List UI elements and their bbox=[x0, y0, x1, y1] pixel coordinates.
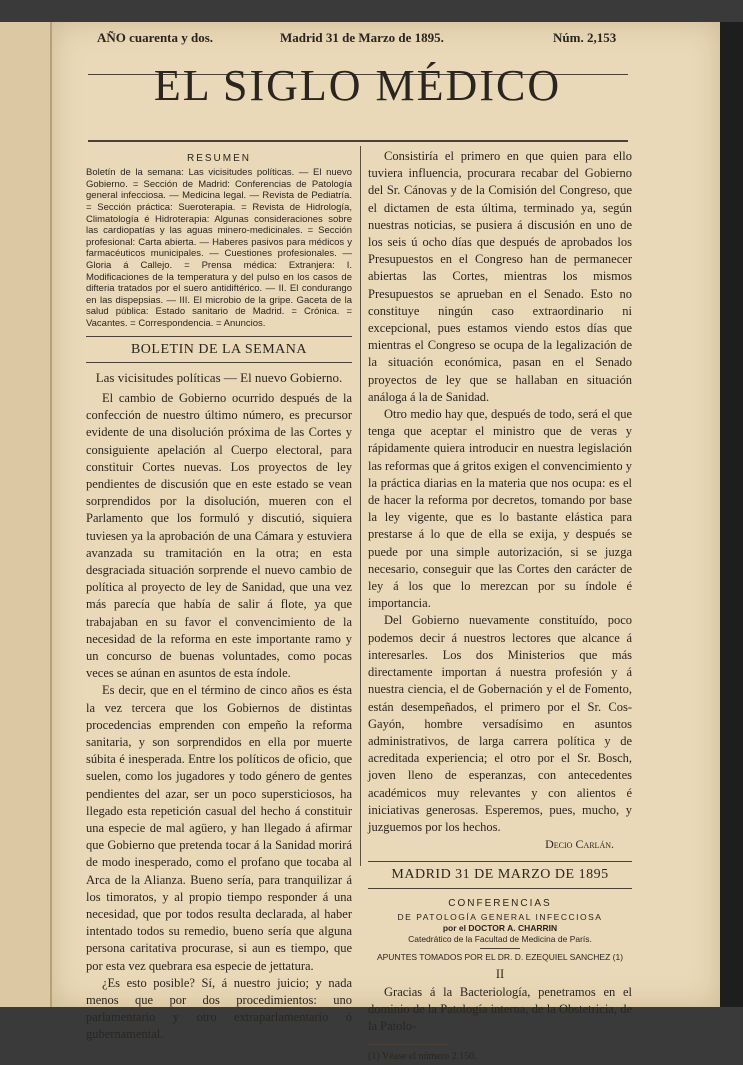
conferencias-author: por el DOCTOR A. CHARRIN bbox=[442, 922, 558, 933]
boletin-subheading: Las vicisitudes políticas — El nuevo Gobierno. bbox=[95, 369, 343, 385]
right-paragraph-2: Otro medio hay que, después de todo, será el que tenga que aceptar el ministro que de veras y rápidamente quiera introducir en nuestra legislación las reformas que á gritos exigen el convencimiento y la práctica diarias en la materia que nos ocupa: es el de hacer la reforma por decretos, tomando por base la ley vigente, que es lo bastante elástica para prestarse á lo que de ella se exija, y después se puede por una simple autorización, si se juzga necesario, conseguir que las Cortes den carácter de ley á los que lo merezcan por su índole é importancia. bbox=[368, 407, 632, 611]
boletin-paragraph-3: ¿Es esto posible? Sí, á nuestro juicio; y nada menos que por dos procedimientos: uno parlamentario y otro extraparlamentario ó gubernamental. bbox=[86, 975, 352, 1042]
binding-spine bbox=[718, 22, 743, 1007]
masthead-rule bbox=[88, 140, 628, 142]
footnote-rule bbox=[368, 1044, 448, 1045]
header-year: AÑO cuarenta y dos. bbox=[97, 30, 214, 45]
resumen-rule bbox=[86, 336, 352, 337]
boletin-rule bbox=[86, 362, 352, 363]
right-paragraph-3: Del Gobierno nuevamente constituído, poco podemos decir á nuestros lectores que alcance á interesarles. Los dos Ministerios que más directamente importan á nuestra profesión y á nuestra ciencia, el de Gobernación y el de Fomento, están desempeñados, el primero por el Sr. Cos-Gayón, hombre versadísimo en asuntos administrativos, de larga carrera política y de acreditada experiencia; el otro por el Sr. Bosch, joven lleno de esperanzas, con antecedentes académicos muy relevantes y con alientos é iniciativas generosas. Esperemos, pues, mucho, y juzguemos por los hechos. bbox=[368, 613, 632, 834]
article-signature: Decio Carlán. bbox=[545, 837, 614, 852]
right-paragraph-4: Gracias á la Bacteriología, penetramos en el dominio de la Patología interna, de la Obstetricia, de la Patolo- bbox=[368, 984, 632, 1034]
boletin-paragraph-1: El cambio de Gobierno ocurrido después de la confección de nuestro último número, es precursor evidente de una disolución próxima de las Cortes y consiguiente apelación al Cuerpo electoral, para constituir Cortes nuevas. Los proyectos de ley pendientes de discusión que en este estado se vean sorprendidos por la disolución, mueren con el Parlamento que los formuló y discutió, siquiera tuviesen ya la aprobación de una Cámara y estuviera avanzada su tramitación en la otra; en esta desgraciada situación sorprende el nuevo cambio de política al proyecto de ley de Sanidad, que una vez más parecía que había de salir á flote, ya que trabajaban en su favor el convencimiento de la necesidad de la reforma en este importante ramo y un concurso de buenas voluntades, como pocas veces se aúnan en asuntos de esta índole. bbox=[86, 390, 352, 681]
section-roman-numeral: II bbox=[495, 966, 505, 981]
boletin-heading: BOLETIN DE LA SEMANA bbox=[130, 341, 308, 357]
madrid-rule-bottom bbox=[368, 888, 632, 889]
madrid-heading: MADRID 31 DE MARZO DE 1895 bbox=[391, 867, 609, 883]
adjacent-page-edge bbox=[0, 22, 52, 1007]
left-column bbox=[86, 150, 352, 1044]
header-number: Núm. 2,153 bbox=[553, 30, 617, 45]
conferencias-role: Catedrático de la Facultad de Medicina de París. bbox=[408, 933, 592, 944]
resumen-heading: RESUMEN bbox=[186, 153, 251, 164]
madrid-rule-top bbox=[368, 861, 632, 862]
conferencias-notes: APUNTES TOMADOS POR EL DR. D. EZEQUIEL SANCHEZ (1) bbox=[376, 951, 624, 962]
resumen-text: Boletín de la semana: Las vicisitudes políticas. — El nuevo Gobierno. = Sección de Madrid: Conferencias de Patología general infecciosa. — Medicina legal. — Revista de Pediatría. = Sección práctica: Sueroterapia. = Revista de Hidrología, Climatología é Hidroterapia: Algunas consideraciones sobre las cardiopatías y las aguas minero-medicinales. = Sección profesional: Carta abierta. — Haberes pasivos para médicos y farmacéuticos municipales. — Cuestiones profesionales. — Gloria á Callejo. = Prensa médica: Extranjera: I. Modificaciones de la temperatura y del pulso en los casos de difteria tratados por el suero antidiftérico. — II. El condurango en las dispepsias. — III. El microbio de la gripe. Gaceta de la salud pública: Estado sanitario de Madrid. = Crónica. = Vacantes. = Correspondencia. = Anuncios. bbox=[86, 167, 352, 329]
conferencias-subject: DE PATOLOGÍA GENERAL INFECCIOSA bbox=[397, 911, 603, 922]
right-paragraph-1: Consistiría el primero en que quien para ello tuviera influencia, procurara recabar del Gobierno del Sr. Cánovas y de la Comisión del Congreso, que el dictamen de esta última, terminado ya, según nuestras noticias, se pusiera á discusión en uno de los seis ú ocho días que después de aprobados los Presupuestos en el Congreso han de permanecer abiertas las Cortes, mientras los mismos Presupuestos se aprueban en el Senado. Esto no constituye ningún caso extraordinario ni excepcional, pues estamos viendo estos días que mientras el Congreso se ocupa de la legalización de la situación económica, pasan en el Senado proyectos de ley que se hallaban en situación análoga á la de Sanidad. bbox=[368, 149, 632, 404]
conferencias-heading: CONFERENCIAS bbox=[448, 897, 552, 909]
conferencias-rule bbox=[480, 948, 520, 949]
footnote: (1) Véase el número 2.150. bbox=[368, 1050, 477, 1062]
column-divider bbox=[360, 146, 361, 866]
right-column bbox=[368, 148, 632, 1065]
masthead-title: EL SIGLO MÉDICO bbox=[153, 61, 562, 110]
boletin-paragraph-2: Es decir, que en el término de cinco años es ésta la vez tercera que los Gobiernos de distintas procedencias emprenden con empeño la reforma sanitaria, y son sorprendidos en ella por muerte súbita é inesperada. Entre los políticos de oficio, que suelen, como los jugadores y todo género de gentes pendientes del azar, ser un poco supersticiosos, ha llegado esta repetición casual del hecho á constituir una especie de mal agüero, y han llegado á afirmar que Gobierno que pretenda tocar á la Sanidad morirá de modo inesperado, como el profano que tocaba al Arca de la Alianza. Bueno sería, para tranquilizar á los timoratos, y al propio tiempo responder á una necesidad, que por todos resulta declarada, al haber intentado todos su remedio, bueno sería que alguna persona caritativa procurase, si aun es tiempo, que por esta vez quebrara esa especie de jettatura. bbox=[86, 683, 352, 973]
header-date: Madrid 31 de Marzo de 1895. bbox=[280, 30, 444, 45]
